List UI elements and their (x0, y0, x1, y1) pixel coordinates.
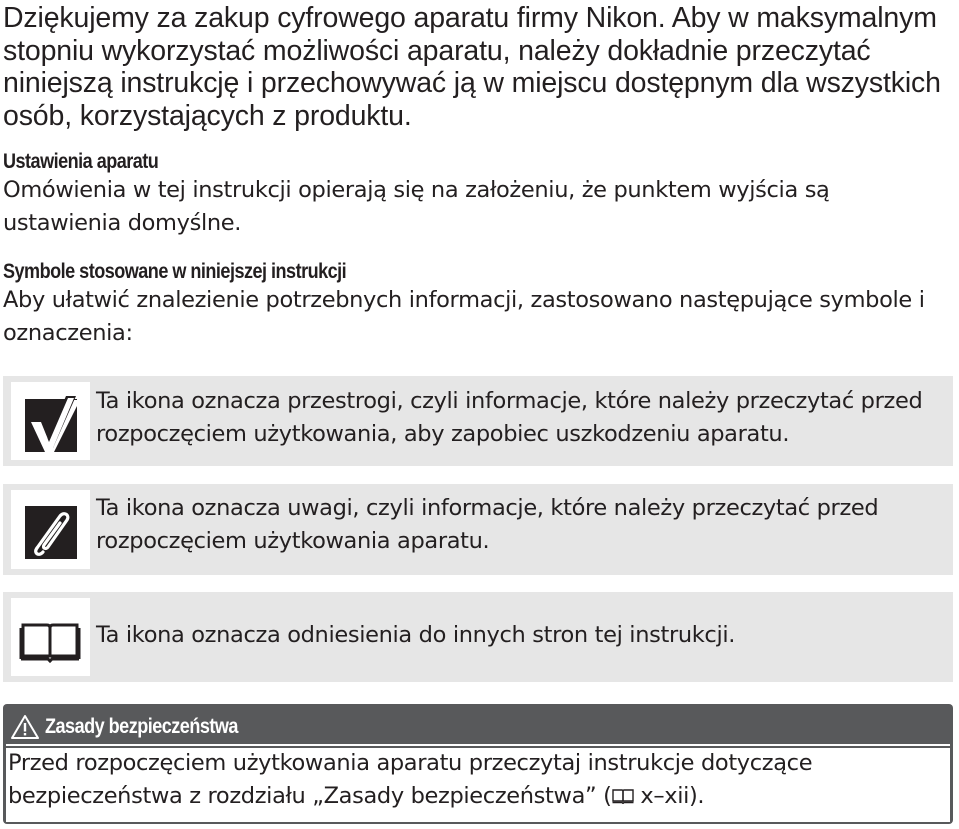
warning-triangle-icon (11, 714, 39, 740)
symbol-row-caution (3, 376, 953, 466)
safety-divider (6, 744, 950, 746)
checkmark-icon (11, 382, 90, 460)
safety-title: Zasady bezpieczeństwa (45, 715, 238, 738)
symbol-row-reference (3, 592, 953, 682)
safety-body (8, 747, 946, 813)
symbol-text-note: Ta ikona oznacza uwagi, czyli informacje, które należy przeczytać przed rozpoczęciem użytkowania aparatu. (96, 495, 879, 554)
symbol-icon-cell (11, 598, 90, 676)
section-title-camera-settings: Ustawienia aparatu (3, 150, 159, 173)
section-title-symbols: Symbole stosowane w niniejszej instrukcji (3, 260, 347, 283)
safety-body-text: Przed rozpoczęciem użytkowania aparatu przeczytaj instrukcje dotyczące bezpieczeństwa z rozdziału „Zasady bezpieczeństwa” ( (8, 750, 813, 809)
paperclip-icon (11, 490, 90, 569)
intro-paragraph: Dziękujemy za zakup cyfrowego aparatu firmy Nikon. Aby w maksymalnym stopniu wykorzystać możliwości aparatu, należy dokładnie przeczytać niniejszą instrukcję i przechowywać ją w miejscu dostępnym dla wszystkich osób, korzystających z produktu. (3, 2, 941, 132)
section-body-symbols: Aby ułatwić znalezienie potrzebnych informacji, zastosowano następujące symbole i oznaczenia: (3, 287, 925, 346)
symbol-row-note (3, 484, 953, 575)
section-body-camera-settings: Omówienia w tej instrukcji opierają się na założeniu, że punktem wyjścia są ustawienia domyślne. (3, 177, 830, 236)
book-icon (612, 788, 634, 804)
safety-page-ref: x–xii). (633, 783, 705, 809)
safety-header (11, 714, 269, 740)
symbol-text-reference: Ta ikona oznacza odniesienia do innych stron tej instrukcji. (96, 622, 736, 648)
safety-box (3, 704, 953, 824)
symbol-icon-cell (11, 490, 90, 569)
symbol-icon-cell (11, 382, 90, 460)
camera-settings-section (3, 150, 953, 240)
symbol-text-caution: Ta ikona oznacza przestrogi, czyli informacje, które należy przeczytać przed rozpoczęciem użytkowania, aby zapobiec uszkodzeniu aparatu. (96, 388, 923, 447)
symbols-section (3, 260, 953, 350)
book-icon (11, 598, 90, 676)
